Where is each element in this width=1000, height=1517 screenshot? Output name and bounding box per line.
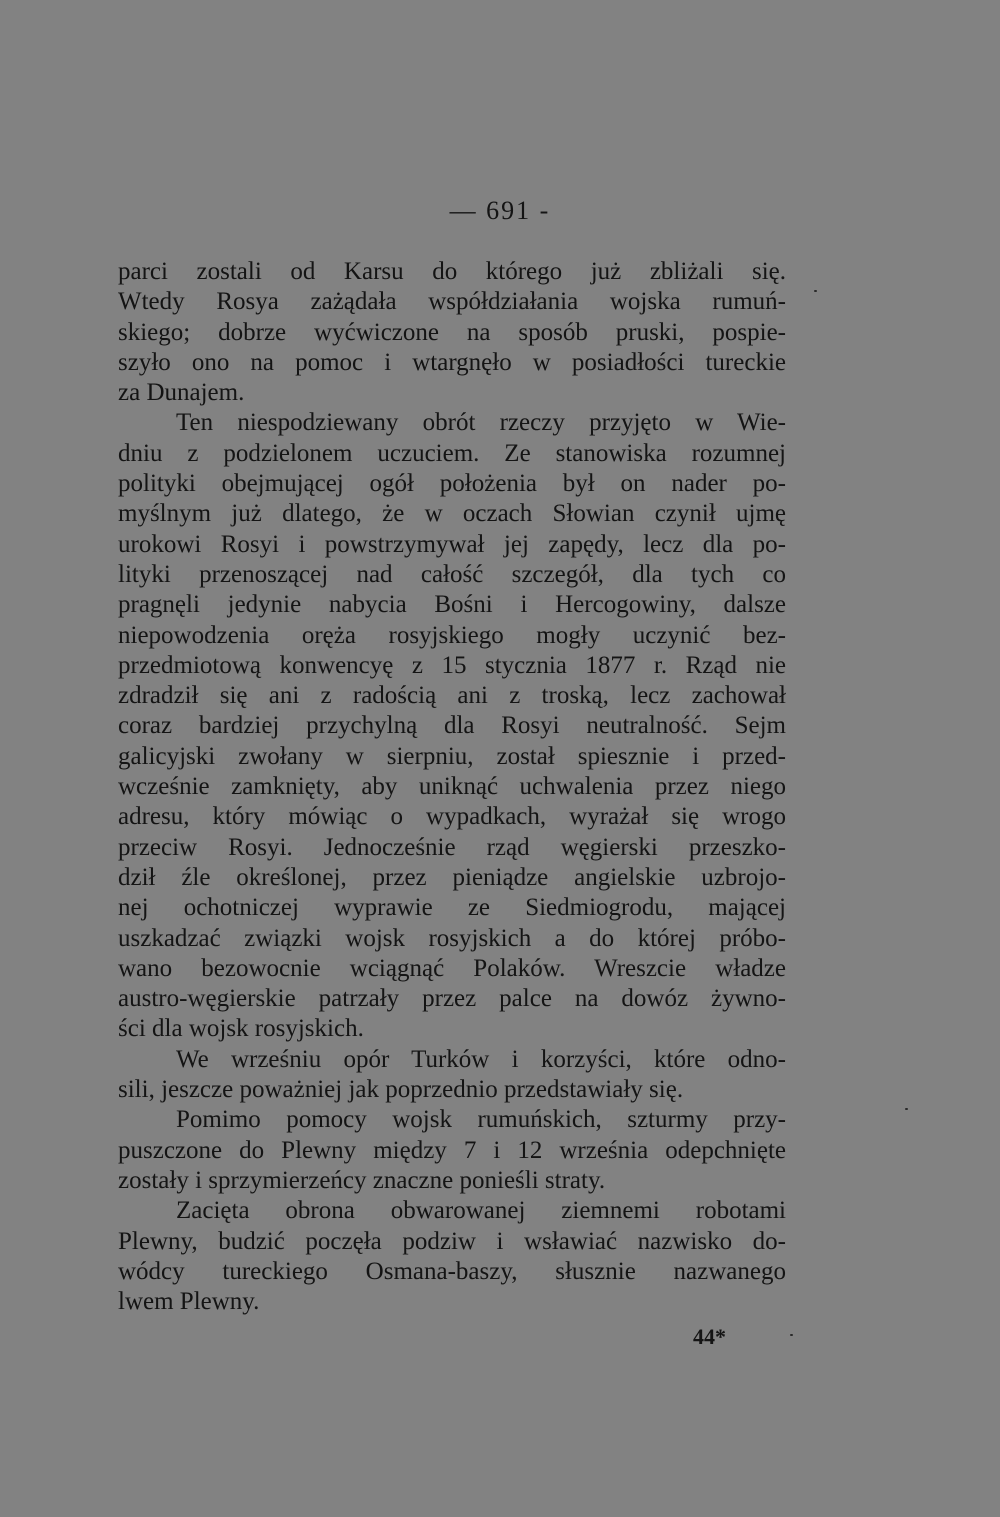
text-line: Plewny, budzić poczęła podziw i wsławiać nazwisko do- [118,1227,786,1255]
text-line: galicyjski zwołany w sierpniu, został spiesznie i przed- [118,742,786,770]
body-text [118,257,786,1317]
text-line: przeciw Rosyi. Jednocześnie rząd węgierski przeszko- [118,833,786,861]
text-line: dził źle określonej, przez pieniądze angielskie uzbrojo- [118,863,786,891]
print-speck [905,1108,908,1110]
text-line: lityki przenoszącej nad całość szczegół, dla tych co [118,560,786,588]
text-line: puszczone do Plewny między 7 i 12 września odepchnięte [118,1136,786,1164]
print-speck [790,1334,793,1336]
text-line: urokowi Rosyi i powstrzymywał jej zapędy, lecz dla po- [118,530,786,558]
text-line: uszkadzać związki wojsk rosyjskich a do której próbo- [118,924,786,952]
text-line: pragnęli jedynie nabycia Bośni i Hercogowiny, dalsze [118,591,786,619]
text-line: niepowodzenia oręża rosyjskiego mogły uczynić bez- [118,621,786,649]
text-line: za Dunajem. [118,379,245,407]
text-line: lwem Plewny. [118,1288,260,1316]
print-speck [814,290,817,292]
text-line: Pomimo pomocy wojsk rumuńskich, szturmy przy- [176,1106,786,1134]
text-line: austro-węgierskie patrzały przez palce na dowóz żywno- [118,985,786,1013]
text-line: Ten niespodziewany obrót rzeczy przyjęto w Wie- [176,409,786,437]
text-line: adresu, który mówiąc o wypadkach, wyrażał się wrogo [118,803,786,831]
text-line: nej ochotniczej wyprawie ze Siedmiogrodu, mającej [118,894,786,922]
text-line: Wtedy Rosya zażądała współdziałania wojska rumuń- [118,288,786,316]
text-line: wcześnie zamknięty, aby uniknąć uchwalenia przez niego [118,773,786,801]
text-line: zdradził się ani z radością ani z troską, lecz zachował [118,682,786,710]
text-line: skiego; dobrze wyćwiczone na sposób pruski, pospie- [118,318,786,346]
text-line: polityki obejmującej ogół położenia był on nader po- [118,470,786,498]
text-line: parci zostali od Karsu do którego już zbliżali się. [118,258,786,285]
page-number: — 691 - [449,196,551,225]
text-line: zostały i sprzymierzeńcy znaczne ponieśli straty. [118,1166,606,1194]
text-line: myślnym już dlatego, że w oczach Słowian czynił ujmę [118,500,786,528]
printer-signature-mark: 44* [693,1324,726,1349]
text-line: wano bezowocnie wciągnąć Polaków. Wreszcie władze [118,954,786,982]
text-line: coraz bardziej przychylną dla Rosyi neutralność. Sejm [118,712,786,740]
text-line: Zacięta obrona obwarowanej ziemnemi robotami [176,1197,786,1225]
text-line: ści dla wojsk rosyjskich. [118,1015,364,1043]
text-line: szyło ono na pomoc i wtargnęło w posiadłości tureckie [118,348,786,376]
text-line: przedmiotową konwencyę z 15 stycznia 1877 r. Rząd nie [118,651,786,679]
text-line: We wrześniu opór Turków i korzyści, które odno- [176,1045,786,1073]
text-line: wódcy tureckiego Osmana-baszy, słusznie nazwanego [118,1257,786,1285]
text-line: dniu z podzielonem uczuciem. Ze stanowiska rozumnej [118,439,786,467]
text-line: sili, jeszcze poważniej jak poprzednio przedstawiały się. [118,1076,684,1104]
